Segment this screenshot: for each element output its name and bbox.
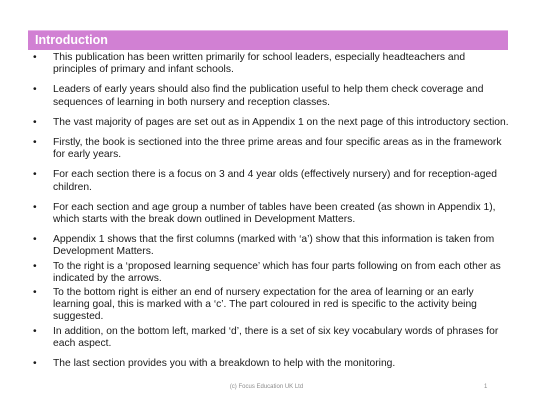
bullet-item — [31, 358, 509, 370]
bullet-dot-icon: • — [33, 137, 37, 149]
bullet-text: To the bottom right is either an end of nursery expectation for the area of learning or an early learning goal, this is marked with a ‘c’. The part coloured in red is specific to the activity being suggested. — [53, 287, 477, 323]
section-header-bar — [28, 30, 508, 50]
bullet-item — [31, 117, 509, 129]
bullet-text: To the right is a ‘proposed learning sequence’ which has four parts following on from each other as indicated by the arrows. — [53, 260, 501, 284]
bullet-item — [31, 84, 509, 108]
bullet-list — [31, 52, 509, 370]
bullet-text: Appendix 1 shows that the first columns (marked with ‘a’) show that this information is taken from Development Matters. — [53, 234, 495, 258]
bullet-text: For each section and age group a number of tables have been created (as shown in Appendix 1), which starts with the break down outlined in Development Matters. — [53, 201, 496, 226]
bullet-dot-icon: • — [33, 234, 37, 246]
bullet-dot-icon: • — [33, 260, 37, 272]
bullet-dot-icon: • — [33, 169, 37, 181]
bullet-dot-icon: • — [33, 116, 37, 128]
bullet-item — [31, 169, 509, 193]
bullet-dot-icon: • — [33, 358, 37, 370]
bullet-text: Firstly, the book is sectioned into the three prime areas and four specific areas as in the framework for early years. — [53, 137, 502, 161]
bullet-text: The vast majority of pages are set out as in Appendix 1 on the next page of this introductory section. — [53, 116, 509, 128]
bullet-dot-icon: • — [33, 325, 37, 337]
bullet-item — [31, 326, 509, 350]
bullet-item — [31, 52, 509, 76]
bullet-item — [31, 137, 509, 161]
bullet-item — [31, 261, 509, 285]
bullet-text: The last section provides you with a breakdown to help with the monitoring. — [53, 358, 396, 370]
bullet-dot-icon: • — [33, 201, 37, 213]
bullet-item — [31, 287, 509, 324]
bullet-item — [31, 202, 509, 226]
section-title: Introduction — [35, 33, 108, 47]
bullet-dot-icon: • — [33, 84, 37, 96]
bullet-dot-icon: • — [33, 287, 37, 299]
page-number: 1 — [484, 384, 488, 390]
bullet-text: Leaders of early years should also find the publication useful to help them check coverage and sequences of learning in both nursery and reception classes. — [53, 84, 484, 108]
bullet-text: This publication has been written primarily for school leaders, especially headteachers and principles of primary and infant schools. — [53, 52, 466, 76]
bullet-text: In addition, on the bottom left, marked ‘d’, there is a set of six key vocabulary words of phrases for each aspect. — [53, 325, 499, 349]
bullet-item — [31, 234, 509, 258]
bullet-dot-icon: • — [33, 52, 37, 63]
bullet-text: For each section there is a focus on 3 and 4 year olds (effectively nursery) and for reception-aged children. — [53, 169, 497, 193]
footer-copyright: (c) Focus Education UK Ltd — [229, 384, 304, 390]
